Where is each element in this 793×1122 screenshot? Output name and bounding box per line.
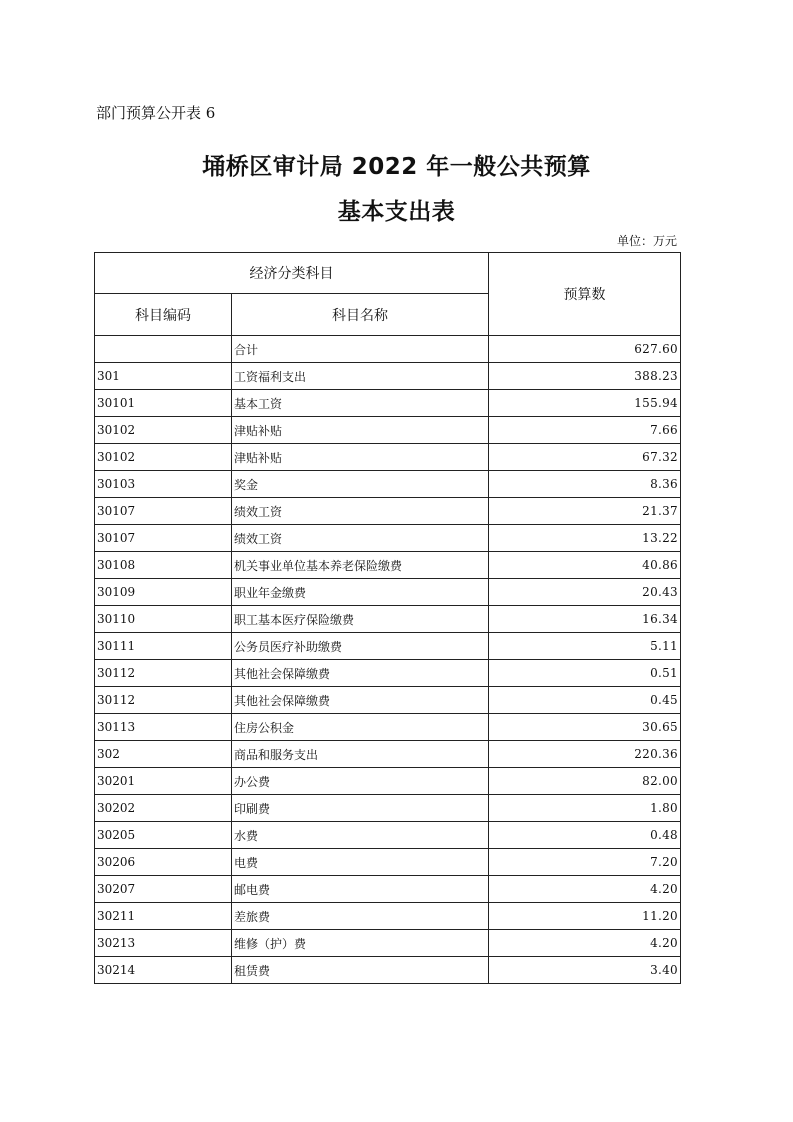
- table-row: [95, 471, 681, 498]
- row-name: 其他社会保障缴费: [232, 687, 489, 714]
- row-code: 30110: [95, 606, 232, 633]
- table-row: [95, 390, 681, 417]
- row-name: 工资福利支出: [232, 363, 489, 390]
- row-amount: 0.51: [489, 660, 681, 687]
- table-row: [95, 714, 681, 741]
- row-name: 机关事业单位基本养老保险缴费: [232, 552, 489, 579]
- row-code: 30213: [95, 930, 232, 957]
- row-name: 印刷费: [232, 795, 489, 822]
- row-name: 租赁费: [232, 957, 489, 984]
- header-econ-class: 经济分类科目: [95, 253, 489, 294]
- table-row: [95, 444, 681, 471]
- row-amount: 4.20: [489, 876, 681, 903]
- table-row: [95, 498, 681, 525]
- row-amount: 388.23: [489, 363, 681, 390]
- row-code: 30214: [95, 957, 232, 984]
- row-code: 30107: [95, 525, 232, 552]
- row-name: 水费: [232, 822, 489, 849]
- row-code: 30112: [95, 687, 232, 714]
- row-amount: 155.94: [489, 390, 681, 417]
- row-code: 30202: [95, 795, 232, 822]
- row-amount: 5.11: [489, 633, 681, 660]
- row-code: 301: [95, 363, 232, 390]
- row-code: 30109: [95, 579, 232, 606]
- row-code: 30112: [95, 660, 232, 687]
- row-code: 30102: [95, 444, 232, 471]
- table-row: [95, 822, 681, 849]
- row-amount: 0.45: [489, 687, 681, 714]
- row-name: 职工基本医疗保险缴费: [232, 606, 489, 633]
- table-row: [95, 336, 681, 363]
- table-row: [95, 903, 681, 930]
- row-code: 30101: [95, 390, 232, 417]
- row-name: 电费: [232, 849, 489, 876]
- row-amount: 13.22: [489, 525, 681, 552]
- header-code: 科目编码: [95, 294, 232, 336]
- row-amount: 40.86: [489, 552, 681, 579]
- table-row: [95, 660, 681, 687]
- table-row: [95, 957, 681, 984]
- table-body: [95, 336, 681, 984]
- row-code: 30107: [95, 498, 232, 525]
- header-name: 科目名称: [232, 294, 489, 336]
- table-row: [95, 795, 681, 822]
- row-code: 30111: [95, 633, 232, 660]
- table-row: [95, 552, 681, 579]
- table-row: [95, 633, 681, 660]
- page-subtitle: 基本支出表: [337, 199, 456, 225]
- row-code: 30113: [95, 714, 232, 741]
- row-name: 绩效工资: [232, 525, 489, 552]
- row-amount: 20.43: [489, 579, 681, 606]
- row-amount: 8.36: [489, 471, 681, 498]
- row-name: 商品和服务支出: [232, 741, 489, 768]
- row-name: 绩效工资: [232, 498, 489, 525]
- row-amount: 7.66: [489, 417, 681, 444]
- row-code: 30108: [95, 552, 232, 579]
- row-name: 公务员医疗补助缴费: [232, 633, 489, 660]
- table-row: [95, 579, 681, 606]
- page-title: 埇桥区审计局 2022 年一般公共预算: [202, 154, 591, 180]
- row-code: 30207: [95, 876, 232, 903]
- row-name: 差旅费: [232, 903, 489, 930]
- row-amount: 3.40: [489, 957, 681, 984]
- header-budget: 预算数: [489, 253, 681, 336]
- row-name: 奖金: [232, 471, 489, 498]
- table-row: [95, 768, 681, 795]
- row-code: [95, 336, 232, 363]
- unit-label: 单位：万元: [616, 234, 677, 248]
- row-code: 30102: [95, 417, 232, 444]
- row-code: 30206: [95, 849, 232, 876]
- row-name: 住房公积金: [232, 714, 489, 741]
- table-row: [95, 417, 681, 444]
- row-code: 30205: [95, 822, 232, 849]
- row-amount: 1.80: [489, 795, 681, 822]
- row-amount: 4.20: [489, 930, 681, 957]
- row-amount: 82.00: [489, 768, 681, 795]
- row-amount: 627.60: [489, 336, 681, 363]
- row-name: 合计: [232, 336, 489, 363]
- row-name: 维修（护）费: [232, 930, 489, 957]
- row-amount: 11.20: [489, 903, 681, 930]
- row-amount: 16.34: [489, 606, 681, 633]
- table-row: [95, 687, 681, 714]
- row-amount: 7.20: [489, 849, 681, 876]
- row-code: 30201: [95, 768, 232, 795]
- budget-table: [94, 252, 681, 984]
- row-amount: 0.48: [489, 822, 681, 849]
- row-code: 302: [95, 741, 232, 768]
- row-code: 30103: [95, 471, 232, 498]
- row-name: 办公费: [232, 768, 489, 795]
- row-name: 邮电费: [232, 876, 489, 903]
- row-name: 基本工资: [232, 390, 489, 417]
- table-row: [95, 363, 681, 390]
- table-row: [95, 606, 681, 633]
- table-row: [95, 525, 681, 552]
- row-code: 30211: [95, 903, 232, 930]
- document-label: 部门预算公开表 6: [96, 104, 216, 122]
- table-row: [95, 849, 681, 876]
- row-name: 其他社会保障缴费: [232, 660, 489, 687]
- row-name: 职业年金缴费: [232, 579, 489, 606]
- table-row: [95, 876, 681, 903]
- table-row: [95, 930, 681, 957]
- table-row: [95, 741, 681, 768]
- row-amount: 30.65: [489, 714, 681, 741]
- row-name: 津贴补贴: [232, 444, 489, 471]
- row-amount: 21.37: [489, 498, 681, 525]
- row-amount: 220.36: [489, 741, 681, 768]
- row-name: 津贴补贴: [232, 417, 489, 444]
- row-amount: 67.32: [489, 444, 681, 471]
